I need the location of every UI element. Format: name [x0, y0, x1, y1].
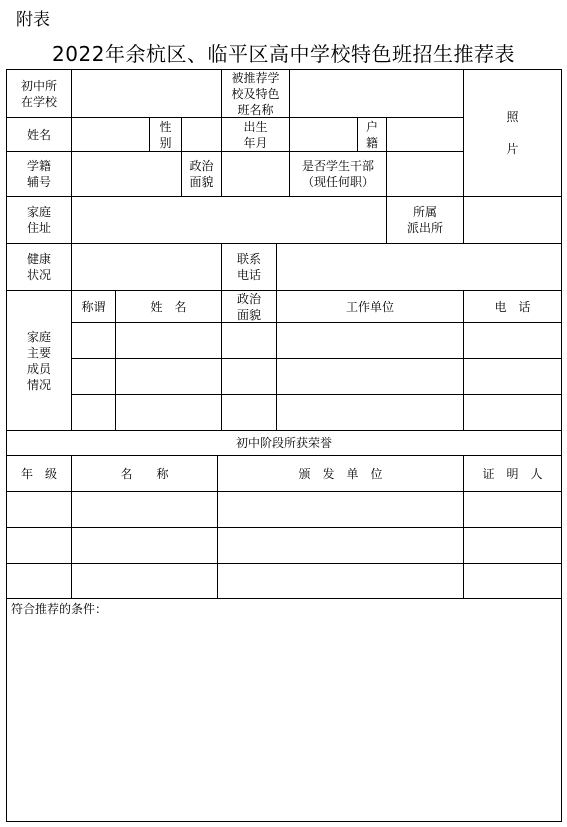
honor-row[interactable] — [7, 528, 561, 563]
family-header-phone: 电 话 — [494, 299, 531, 314]
form-title: 2022年余杭区、临平区高中学校特色班招生推荐表 — [52, 42, 515, 66]
label-conditions: 符合推荐的条件： — [11, 602, 108, 616]
label-junior-school: 初中所 在学校 — [20, 78, 57, 109]
family-header-name: 姓 名 — [150, 299, 187, 314]
honor-header-issuer: 颁 发 单 位 — [298, 466, 383, 481]
political-field[interactable] — [222, 152, 289, 196]
label-police-station: 所属 派出所 — [406, 205, 443, 235]
health-field[interactable] — [72, 244, 221, 290]
hukou-field[interactable] — [387, 118, 463, 151]
label-student-id: 学籍 辅号 — [26, 159, 51, 189]
honor-row[interactable] — [7, 492, 561, 527]
honor-header-witness: 证 明 人 — [482, 466, 543, 481]
name-field[interactable] — [72, 118, 149, 151]
family-row[interactable] — [72, 359, 561, 394]
conditions-field[interactable] — [7, 616, 561, 821]
recommended-class-field[interactable] — [290, 70, 463, 117]
honor-row[interactable] — [7, 564, 561, 598]
gender-field[interactable] — [182, 118, 221, 151]
junior-school-field[interactable] — [72, 70, 221, 117]
police-station-field[interactable] — [464, 197, 561, 243]
family-row[interactable] — [72, 395, 561, 430]
label-health: 健康 状况 — [26, 252, 51, 282]
label-recommended-class: 被推荐学 校及特色 班名称 — [231, 70, 280, 117]
label-contact-phone: 联系 电话 — [236, 252, 261, 282]
label-hukou: 户 籍 — [365, 119, 378, 150]
family-header-work: 工作单位 — [345, 299, 394, 314]
attachment-label: 附表 — [16, 10, 50, 30]
photo-box[interactable]: 照 片 — [506, 110, 519, 156]
honor-header-grade: 年 级 — [20, 466, 57, 481]
label-family: 家庭 主要 成员 情况 — [26, 329, 51, 392]
honors-header: 初中阶段所获荣誉 — [235, 436, 332, 450]
cadre-field[interactable] — [387, 152, 463, 196]
label-name: 姓名 — [26, 127, 51, 142]
label-home-address: 家庭 住址 — [26, 205, 51, 235]
contact-phone-field[interactable] — [277, 244, 561, 290]
label-political: 政治 面貌 — [189, 159, 214, 189]
birth-field[interactable] — [290, 118, 357, 151]
family-row[interactable] — [72, 323, 561, 358]
family-header-political: 政治 面貌 — [236, 291, 261, 322]
label-cadre: 是否学生干部 （现任何职） — [301, 159, 374, 189]
student-id-field[interactable] — [72, 152, 181, 196]
label-birth: 出生 年月 — [243, 119, 268, 150]
label-gender: 性 别 — [159, 119, 172, 150]
family-header-relation: 称谓 — [81, 299, 106, 314]
home-address-field[interactable] — [72, 197, 386, 243]
honor-header-name: 名 称 — [120, 466, 169, 481]
